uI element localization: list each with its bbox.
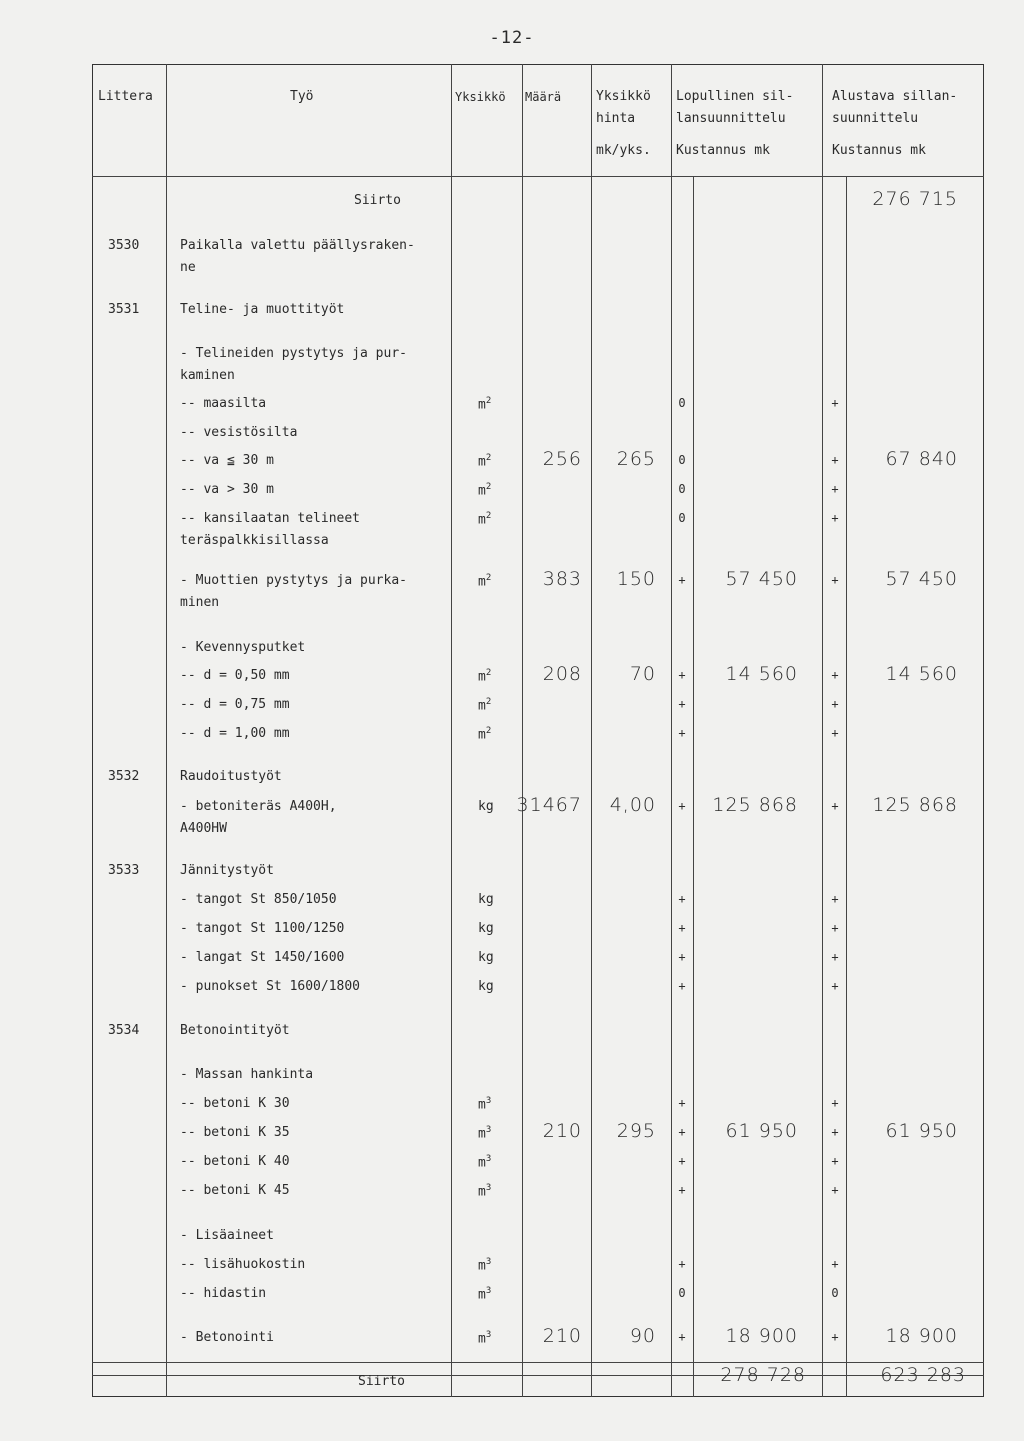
header-maara: Määrä: [525, 90, 562, 104]
row-unit-exponent: 3: [485, 1257, 492, 1267]
row-unit: kg: [478, 799, 494, 814]
row-unit-exponent: 2: [485, 573, 492, 583]
header-hinta-1: Yksikkö: [596, 89, 651, 104]
row-mark-alustava: +: [831, 799, 839, 813]
row-unit: $m^2$: [478, 668, 492, 685]
row-mark-alustava: +: [831, 697, 839, 711]
header-littera: Littera: [98, 89, 153, 104]
header-lopullinen-1: Lopullinen sil-: [676, 89, 794, 104]
row-work-text: - betoniteräs A400H,: [180, 799, 337, 814]
row-unit-exponent: 2: [485, 511, 492, 521]
row-work-text: -- d = 0,75 mm: [180, 697, 290, 712]
row-unit-exponent: 3: [485, 1286, 492, 1296]
siirto-top-alustava: 276 715: [872, 188, 958, 210]
row-mark-lopullinen: +: [678, 1330, 686, 1344]
header-lopullinen-2: lansuunnittelu: [676, 111, 786, 126]
row-quantity: 210: [542, 1120, 582, 1142]
row-mark-lopullinen: +: [678, 1096, 686, 1110]
row-unit: kg: [478, 892, 494, 907]
row-quantity: 256: [542, 448, 582, 470]
page-number: -12-: [489, 28, 535, 48]
row-mark-alustava: +: [831, 1125, 839, 1139]
row-unit-price: 150: [616, 568, 656, 590]
header-alustava-3: Kustannus mk: [832, 143, 926, 158]
row-work-text: -- d = 1,00 mm: [180, 726, 290, 741]
row-unit: $m^3$: [478, 1154, 492, 1171]
row-mark-alustava: +: [831, 511, 839, 525]
row-mark-alustava: +: [831, 1096, 839, 1110]
col-line-tyo: [451, 64, 452, 1397]
row-work-text: -- va ≦ 30 m: [180, 453, 274, 468]
row-code: 3534: [108, 1023, 140, 1038]
header-tyo: Työ: [290, 89, 314, 104]
row-unit: $m^2$: [478, 726, 492, 743]
row-unit: $m^3$: [478, 1183, 492, 1200]
row-alustava-cost: 61 950: [885, 1120, 958, 1142]
row-work-text: Raudoitustyöt: [180, 769, 282, 784]
row-work-text: -- betoni K 35: [180, 1125, 290, 1140]
row-work-text: - Muottien pystytys ja purka-: [180, 573, 407, 588]
row-unit-exponent: 3: [485, 1125, 492, 1135]
row-alustava-cost: 125 868: [872, 794, 958, 816]
row-mark-alustava: +: [831, 979, 839, 993]
header-alustava-1: Alustava sillan-: [832, 89, 958, 104]
row-work-text: -- kansilaatan telineet: [180, 511, 361, 526]
row-mark-lopullinen: +: [678, 1125, 686, 1139]
row-work-text: - tangot St 1100/1250: [180, 921, 345, 936]
header-yksikko: Yksikkö: [455, 90, 506, 104]
row-mark-lopullinen: +: [678, 1154, 686, 1168]
row-work-text: - langat St 1450/1600: [180, 950, 345, 965]
row-mark-lopullinen: 0: [678, 453, 686, 467]
row-unit: $m^2$: [478, 453, 492, 470]
row-work-text: - Massan hankinta: [180, 1067, 314, 1082]
row-unit-price: 295: [616, 1120, 656, 1142]
row-work-text: -- hidastin: [180, 1286, 267, 1301]
col-line-lop-inner: [693, 176, 694, 1397]
siirto-top-label: Siirto: [354, 193, 401, 208]
row-work-text: - tangot St 850/1050: [180, 892, 337, 907]
col-line-yksikko: [522, 64, 523, 1397]
row-mark-alustava: +: [831, 892, 839, 906]
row-work-text: - punokset St 1600/1800: [180, 979, 361, 994]
row-mark-alustava: +: [831, 396, 839, 410]
siirto-bottom-label: Siirto: [358, 1374, 405, 1389]
row-mark-alustava: +: [831, 1257, 839, 1271]
row-lopullinen-cost: 18 900: [725, 1325, 798, 1347]
row-mark-lopullinen: +: [678, 573, 686, 587]
row-mark-alustava: +: [831, 482, 839, 496]
row-unit-exponent: 2: [485, 726, 492, 736]
col-line-littera: [166, 64, 167, 1397]
row-unit-price: 70: [629, 663, 656, 685]
row-mark-lopullinen: +: [678, 950, 686, 964]
footer-divider: [92, 1375, 984, 1376]
row-unit: $m^2$: [478, 482, 492, 499]
row-mark-lopullinen: +: [678, 921, 686, 935]
row-unit: kg: [478, 979, 494, 994]
row-mark-alustava: +: [831, 950, 839, 964]
row-work-text: - Kevennysputket: [180, 640, 306, 655]
row-work-text: -- betoni K 30: [180, 1096, 290, 1111]
col-line-alu-inner: [846, 176, 847, 1397]
row-work-text: -- d = 0,50 mm: [180, 668, 290, 683]
row-work-text: Teline- ja muottityöt: [180, 302, 345, 317]
row-unit-price: 265: [616, 448, 656, 470]
row-mark-alustava: +: [831, 668, 839, 682]
row-code: 3530: [108, 238, 140, 253]
row-quantity: 208: [542, 663, 582, 685]
row-quantity: 210: [542, 1325, 582, 1347]
row-lopullinen-cost: 57 450: [725, 568, 798, 590]
row-work-text: - Telineiden pystytys ja pur-: [180, 346, 407, 361]
siirto-bottom-alustava: 623 283: [880, 1364, 966, 1386]
row-mark-lopullinen: +: [678, 892, 686, 906]
row-mark-alustava: +: [831, 1154, 839, 1168]
row-work-text: kaminen: [180, 368, 235, 383]
header-lopullinen-3: Kustannus mk: [676, 143, 770, 158]
row-code: 3532: [108, 769, 140, 784]
row-work-text: -- lisähuokostin: [180, 1257, 306, 1272]
header-hinta-3: mk/yks.: [596, 143, 651, 158]
row-mark-lopullinen: 0: [678, 511, 686, 525]
row-lopullinen-cost: 14 560: [725, 663, 798, 685]
row-unit: $m^2$: [478, 511, 492, 528]
row-alustava-cost: 67 840: [885, 448, 958, 470]
row-work-text: - Lisäaineet: [180, 1228, 274, 1243]
row-work-text: minen: [180, 595, 220, 610]
row-mark-lopullinen: +: [678, 799, 686, 813]
col-line-maara: [591, 64, 592, 1397]
row-mark-alustava: +: [831, 921, 839, 935]
row-code: 3533: [108, 863, 140, 878]
row-quantity: 31467: [516, 794, 582, 816]
row-unit: $m^2$: [478, 697, 492, 714]
header-hinta-2: hinta: [596, 111, 636, 126]
row-work-text: Jännitystyöt: [180, 863, 274, 878]
row-mark-lopullinen: +: [678, 979, 686, 993]
row-work-text: Paikalla valettu päällysraken-: [180, 238, 415, 253]
row-mark-alustava: 0: [831, 1286, 839, 1300]
row-mark-lopullinen: 0: [678, 482, 686, 496]
row-mark-lopullinen: +: [678, 697, 686, 711]
row-lopullinen-cost: 125 868: [712, 794, 798, 816]
row-unit: $m^3$: [478, 1257, 492, 1274]
row-unit: kg: [478, 921, 494, 936]
row-unit-exponent: 3: [485, 1154, 492, 1164]
row-unit: kg: [478, 950, 494, 965]
row-work-text: -- vesistösilta: [180, 425, 298, 440]
row-code: 3531: [108, 302, 140, 317]
row-unit-price: 4,00: [609, 794, 656, 816]
row-unit-exponent: 2: [485, 482, 492, 492]
header-divider: [92, 176, 984, 177]
row-mark-lopullinen: +: [678, 1183, 686, 1197]
row-unit-price: 90: [629, 1325, 656, 1347]
row-work-text: ne: [180, 260, 196, 275]
row-work-text: A400HW: [180, 821, 227, 836]
row-work-text: - Betonointi: [180, 1330, 274, 1345]
row-unit-exponent: 3: [485, 1183, 492, 1193]
row-unit-exponent: 3: [485, 1330, 492, 1340]
row-quantity: 383: [542, 568, 582, 590]
row-unit-exponent: 2: [485, 453, 492, 463]
row-unit-exponent: 2: [485, 668, 492, 678]
row-work-text: Betonointityöt: [180, 1023, 290, 1038]
footer-divider-top: [92, 1362, 984, 1363]
row-lopullinen-cost: 61 950: [725, 1120, 798, 1142]
row-work-text: -- maasilta: [180, 396, 267, 411]
row-mark-alustava: +: [831, 573, 839, 587]
row-unit-exponent: 3: [485, 1096, 492, 1106]
col-line-lopullinen: [822, 64, 823, 1397]
row-alustava-cost: 14 560: [885, 663, 958, 685]
row-unit: $m^3$: [478, 1125, 492, 1142]
row-work-text: -- va > 30 m: [180, 482, 274, 497]
row-mark-lopullinen: +: [678, 668, 686, 682]
row-unit-exponent: 2: [485, 697, 492, 707]
row-unit: $m^2$: [478, 396, 492, 413]
row-mark-lopullinen: +: [678, 726, 686, 740]
row-alustava-cost: 18 900: [885, 1325, 958, 1347]
row-work-text: -- betoni K 40: [180, 1154, 290, 1169]
row-mark-lopullinen: +: [678, 1257, 686, 1271]
row-mark-alustava: +: [831, 1183, 839, 1197]
row-unit-exponent: 2: [485, 396, 492, 406]
row-mark-lopullinen: 0: [678, 1286, 686, 1300]
row-alustava-cost: 57 450: [885, 568, 958, 590]
row-mark-alustava: +: [831, 1330, 839, 1344]
row-mark-lopullinen: 0: [678, 396, 686, 410]
row-unit: $m^3$: [478, 1096, 492, 1113]
row-unit: $m^2$: [478, 573, 492, 590]
row-mark-alustava: +: [831, 726, 839, 740]
row-unit: $m^3$: [478, 1286, 492, 1303]
row-work-text: teräspalkkisillassa: [180, 533, 329, 548]
siirto-bottom-lopullinen: 278 728: [720, 1364, 806, 1386]
col-line-hinta: [671, 64, 672, 1397]
row-mark-alustava: +: [831, 453, 839, 467]
row-unit: $m^3$: [478, 1330, 492, 1347]
row-work-text: -- betoni K 45: [180, 1183, 290, 1198]
header-alustava-2: suunnittelu: [832, 111, 919, 126]
